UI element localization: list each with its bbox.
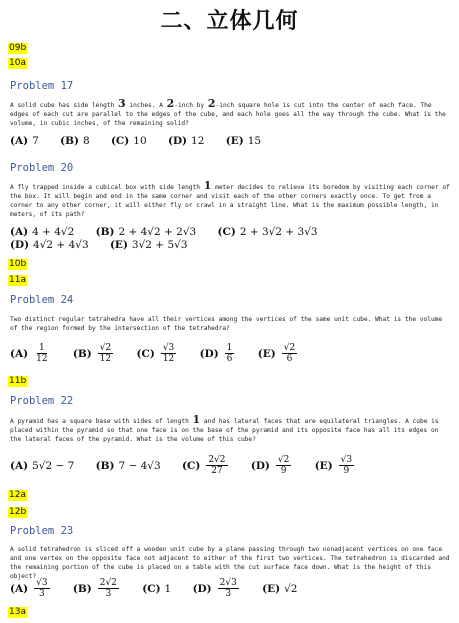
page-title: 二、立体几何 [160, 9, 299, 34]
section-tag-11b: 11b [9, 376, 27, 386]
choice-c: (C) 1 [142, 582, 172, 595]
choice-d: (D) 4√2 + 4√3 [10, 239, 89, 251]
choice-a: (A) 4 + 4√2 [10, 226, 75, 238]
choice-e: (E) √2 [262, 582, 298, 595]
section-tag-12a: 12a [9, 490, 26, 500]
problem-20-text: A fly trapped inside a cubical box with side length 1 meter decides to relieve its boredom by visiting each corner of the box. It will begin and end in the same corner and visit each of the other corners exactly once. To get from a corner to any other corner, it will either fly or crawl in a straight line. What is the maximum possible length, in meters, of its path? [10, 179, 450, 218]
choice-b: (B) 7 − 4√3 [95, 459, 161, 472]
section-tag-10a: 10a [9, 58, 26, 68]
problem-20-choices-row1 [10, 226, 336, 238]
problem-23-choices [10, 578, 315, 599]
section-tag-09b: 09b [9, 43, 27, 53]
choice-e: (E) 3√2 + 5√3 [109, 239, 188, 251]
problem-24-choices [10, 343, 317, 364]
choice-c: (C) $\frac{2√2}{27}$ [182, 455, 226, 476]
problem-22-title: Problem 22 [10, 395, 74, 407]
problem-17-text: A solid cube has side length 3 inches. A 2-inch by 2-inch square hole is cut into the center of each face. The edges of each cut are parallel to the edges of the cube, and each hole goes all the way through the cube. What is the volume, in cubic inches, of the remaining solid? [10, 97, 446, 127]
choice-d: (D) 12 [167, 135, 205, 147]
choice-b: (B) 8 [60, 135, 90, 147]
section-tag-11a: 11a [9, 275, 26, 285]
section-tag-12b: 12b [9, 507, 27, 517]
choice-b: (B) 2 + 4√2 + 2√3 [95, 226, 197, 238]
choice-e: (E) 15 [225, 135, 262, 147]
problem-22-choices [10, 455, 374, 476]
problem-24-title: Problem 24 [10, 294, 74, 306]
choice-a: (A) $\frac{1}{12}$ [10, 343, 48, 364]
problem-22-text: A pyramid has a square base with sides of length 1 and has lateral faces that are equilateral triangles. A cube is placed within the pyramid so that one face is on the base of the pyramid and its opposite face has all its edges on the lateral faces of the pyramid. What is the volume of this cube? [10, 413, 439, 443]
choice-b: (B) $\frac{√2}{12}$ [72, 343, 112, 364]
choice-c: (C) 2 + 3√2 + 3√3 [217, 226, 318, 238]
choice-e: (E) $\frac{√3}{9}$ [314, 455, 353, 476]
choice-d: (D) $\frac{2√3}{3}$ [192, 578, 237, 599]
problem-23-title: Problem 23 [10, 525, 74, 537]
choice-e: (E) $\frac{√2}{6}$ [257, 343, 296, 364]
section-tag-13a: 13a [9, 607, 26, 617]
choice-a: (A) $\frac{√3}{3}$ [10, 578, 48, 599]
problem-17-choices [10, 135, 279, 147]
choice-d: (D) $\frac{1}{6}$ [199, 343, 233, 364]
problem-20-choices-row2 [10, 239, 206, 251]
problem-20-title: Problem 20 [10, 162, 74, 174]
choice-c: (C) $\frac{√3}{12}$ [136, 343, 175, 364]
choice-a: (A) 7 [10, 135, 39, 147]
choice-c: (C) 10 [110, 135, 147, 147]
problem-17-title: Problem 17 [10, 80, 74, 92]
choice-d: (D) $\frac{√2}{9}$ [250, 455, 290, 476]
section-tag-10b: 10b [9, 259, 27, 269]
choice-b: (B) $\frac{2√2}{3}$ [72, 578, 117, 599]
choice-a: (A) 5√2 − 7 [10, 459, 75, 472]
problem-24-text: Two distinct regular tetrahedra have all their vertices among the vertices of the same unit cube. What is the volume of the region formed by the intersection of the tetrahedra? [10, 316, 443, 332]
problem-23-text: A solid tetrahedron is sliced off a wooden unit cube by a plane passing through two nonadjacent vertices on one face and one vertex on the opposite face not adjacent to either of the first two vertices. The tetrahedron is discarded and the remaining portion of the cube is placed on a table with the cut surface face down. What is the height of this object? [10, 546, 450, 580]
